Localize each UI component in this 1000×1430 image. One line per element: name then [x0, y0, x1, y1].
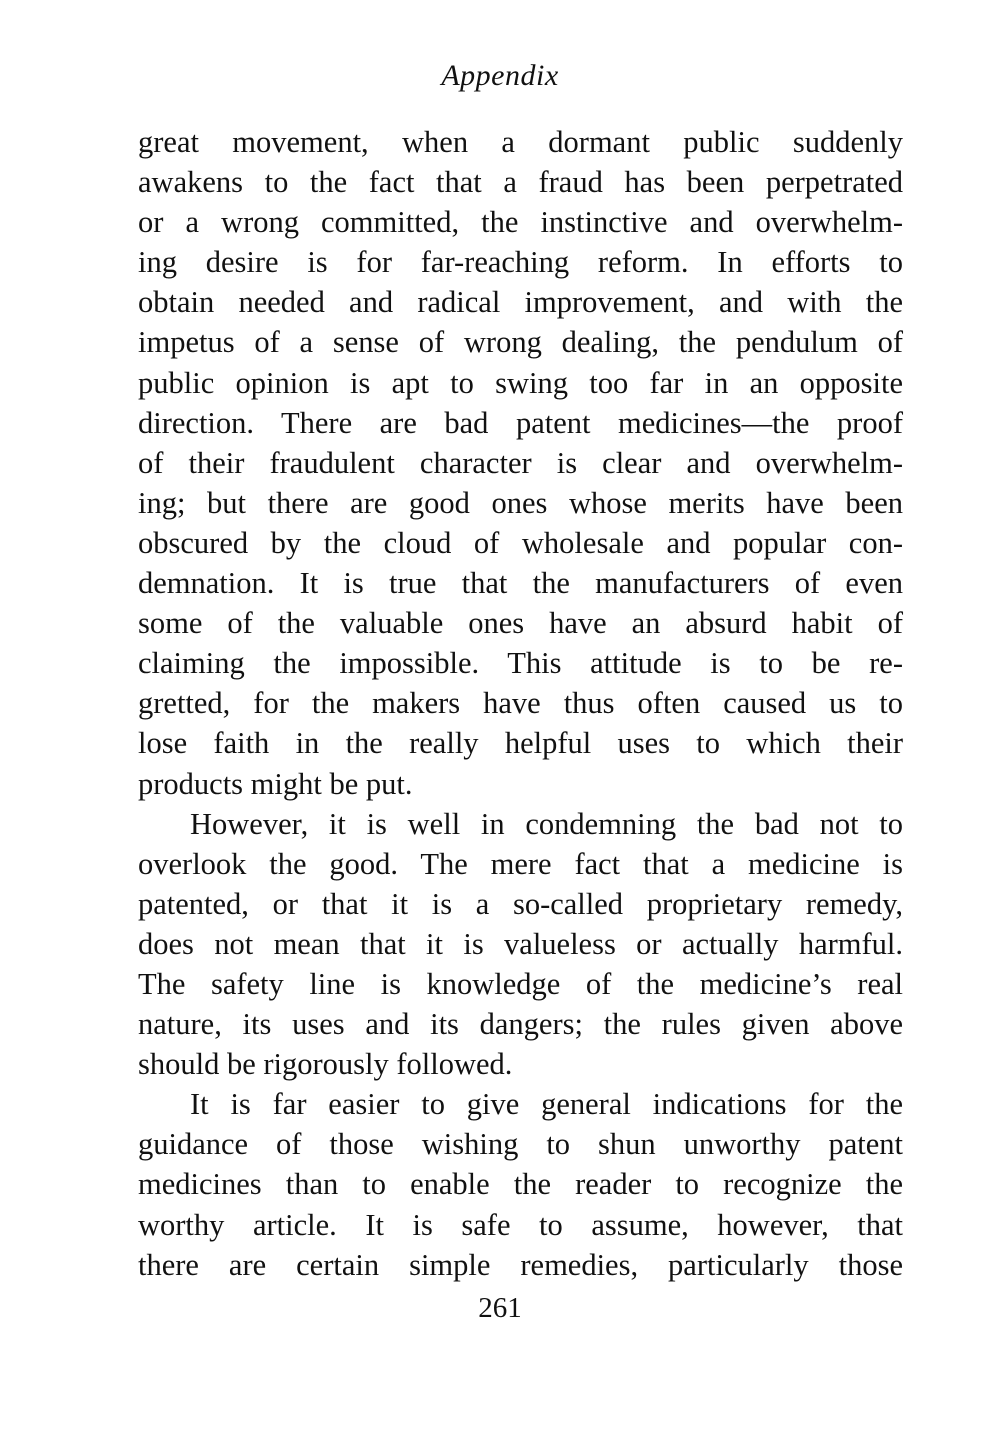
text-line: patented, or that it is a so-called proprietary remedy, — [138, 886, 903, 921]
text-line: The safety line is knowledge of the medicine’s real — [138, 966, 903, 1001]
text-line: great movement, when a dormant public suddenly — [138, 125, 903, 159]
text-line: of their fraudulent character is clear and overwhelm- — [138, 445, 903, 480]
text-line: some of the valuable ones have an absurd habit of — [138, 606, 903, 641]
text-line: public opinion is apt to swing too far in an opposite — [138, 365, 903, 400]
page-number: 261 — [478, 1292, 522, 1324]
text-line: obtain needed and radical improvement, and with the — [138, 285, 903, 320]
text-line: claiming the impossible. This attitude is to be re- — [138, 646, 903, 681]
text-line: ing; but there are good ones whose merits have been — [138, 485, 903, 520]
paragraph-end-line: products might be put. — [138, 766, 413, 801]
text-line: obscured by the cloud of wholesale and popular con- — [138, 525, 903, 560]
paragraph-first-line: However, it is well in condemning the bad not to — [190, 806, 903, 841]
text-line: awakens to the fact that a fraud has been perpetrated — [138, 165, 903, 200]
text-line: does not mean that it is valueless or actually harmful. — [138, 926, 903, 961]
running-head: Appendix — [441, 59, 559, 92]
text-line: worthy article. It is safe to assume, however, that — [138, 1207, 903, 1242]
text-line: lose faith in the really helpful uses to which their — [138, 726, 903, 761]
text-line: direction. There are bad patent medicines—the proof — [138, 405, 903, 440]
text-line: ing desire is for far-reaching reform. In efforts to — [138, 245, 903, 280]
paragraph-first-line: It is far easier to give general indications for the — [190, 1087, 903, 1122]
text-line: impetus of a sense of wrong dealing, the pendulum of — [138, 325, 903, 360]
text-line: overlook the good. The mere fact that a medicine is — [138, 846, 903, 881]
text-line: guidance of those wishing to shun unworthy patent — [138, 1127, 903, 1162]
text-line: or a wrong committed, the instinctive and overwhelm- — [138, 205, 903, 240]
text-line: nature, its uses and its dangers; the rules given above — [138, 1007, 903, 1042]
text-line: gretted, for the makers have thus often caused us to — [138, 686, 903, 721]
paragraph-end-line: should be rigorously followed. — [138, 1047, 513, 1082]
body-text — [138, 122, 903, 1285]
text-line: demnation. It is true that the manufacturers of even — [138, 566, 903, 601]
text-line: medicines than to enable the reader to recognize the — [138, 1167, 903, 1202]
text-line: there are certain simple remedies, particularly those — [138, 1247, 903, 1282]
